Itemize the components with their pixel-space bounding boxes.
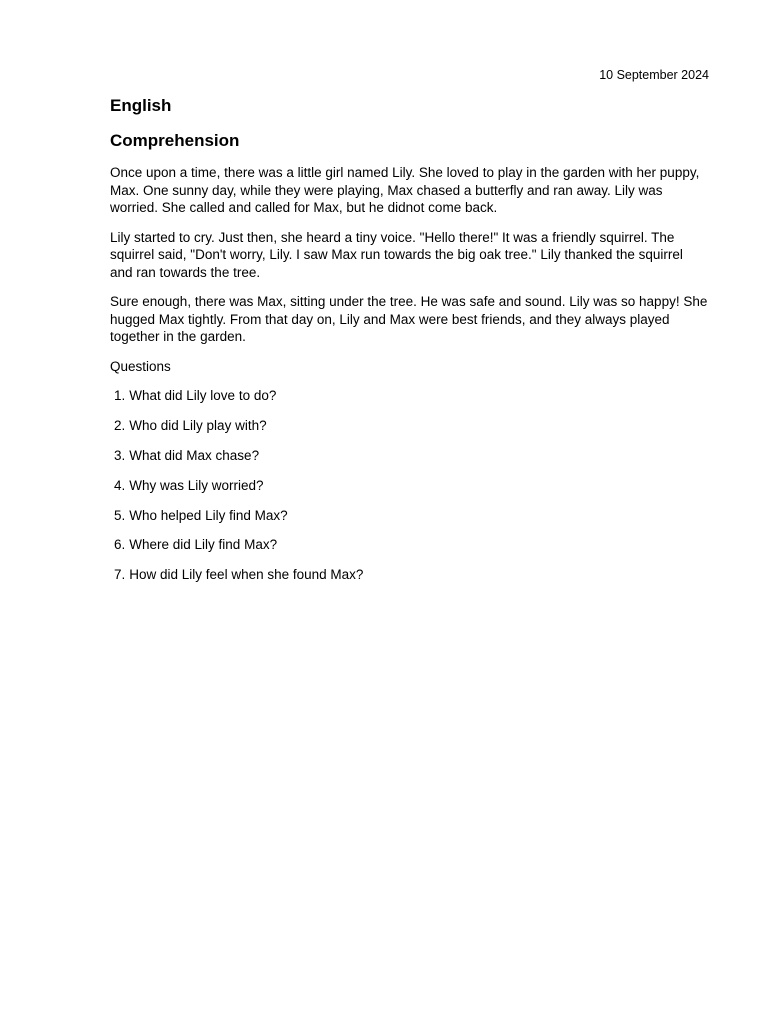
question-text: What did Max chase? [129,447,260,463]
question-text: How did Lily feel when she found Max? [129,567,364,583]
question-text: What did Lily love to do? [129,388,277,403]
document-date: 10 September 2024 [599,68,709,82]
page-title: Comprehension [110,131,240,150]
question-item [110,447,709,465]
question-number: 1. [114,388,126,403]
question-item [110,387,709,405]
question-text: Who did Lily play with? [129,417,267,433]
question-text: Who helped Lily find Max? [129,507,288,523]
question-number: 2. [114,417,126,433]
question-item [110,417,709,435]
question-text: Why was Lily worried? [129,477,264,493]
question-item [110,566,709,584]
question-number: 7. [114,567,126,583]
question-item [110,477,709,495]
story-paragraph: Lily started to cry. Just then, she heard a tiny voice. "Hello there!" It was a friendly squirrel. The squirrel said, "Don't worry, Lily. I saw Max run towards the big oak tree." Lily thanked the squirrel and ran towards the tree. [110,229,683,280]
question-item [110,507,709,525]
question-number: 6. [114,537,126,553]
question-number: 5. [114,507,126,523]
story-paragraph: Once upon a time, there was a little girl named Lily. She loved to play in the garden with her puppy, Max. One sunny day, while they were playing, Max chased a butterfly and ran away. Lily was worried. She called and called for Max, but he didnot come back. [110,165,700,215]
story-paragraph: Sure enough, there was Max, sitting under the tree. He was safe and sound. Lily was so happy! She hugged Max tightly. From that day on, Lily and Max were best friends, and they always played together in the garden. [110,294,708,344]
question-number: 3. [114,447,126,463]
questions-heading: Questions [110,358,171,374]
questions-list [110,387,709,584]
question-text: Where did Lily find Max? [129,537,278,553]
question-number: 4. [114,477,126,493]
question-item [110,536,709,554]
subject-heading: English [110,96,172,115]
